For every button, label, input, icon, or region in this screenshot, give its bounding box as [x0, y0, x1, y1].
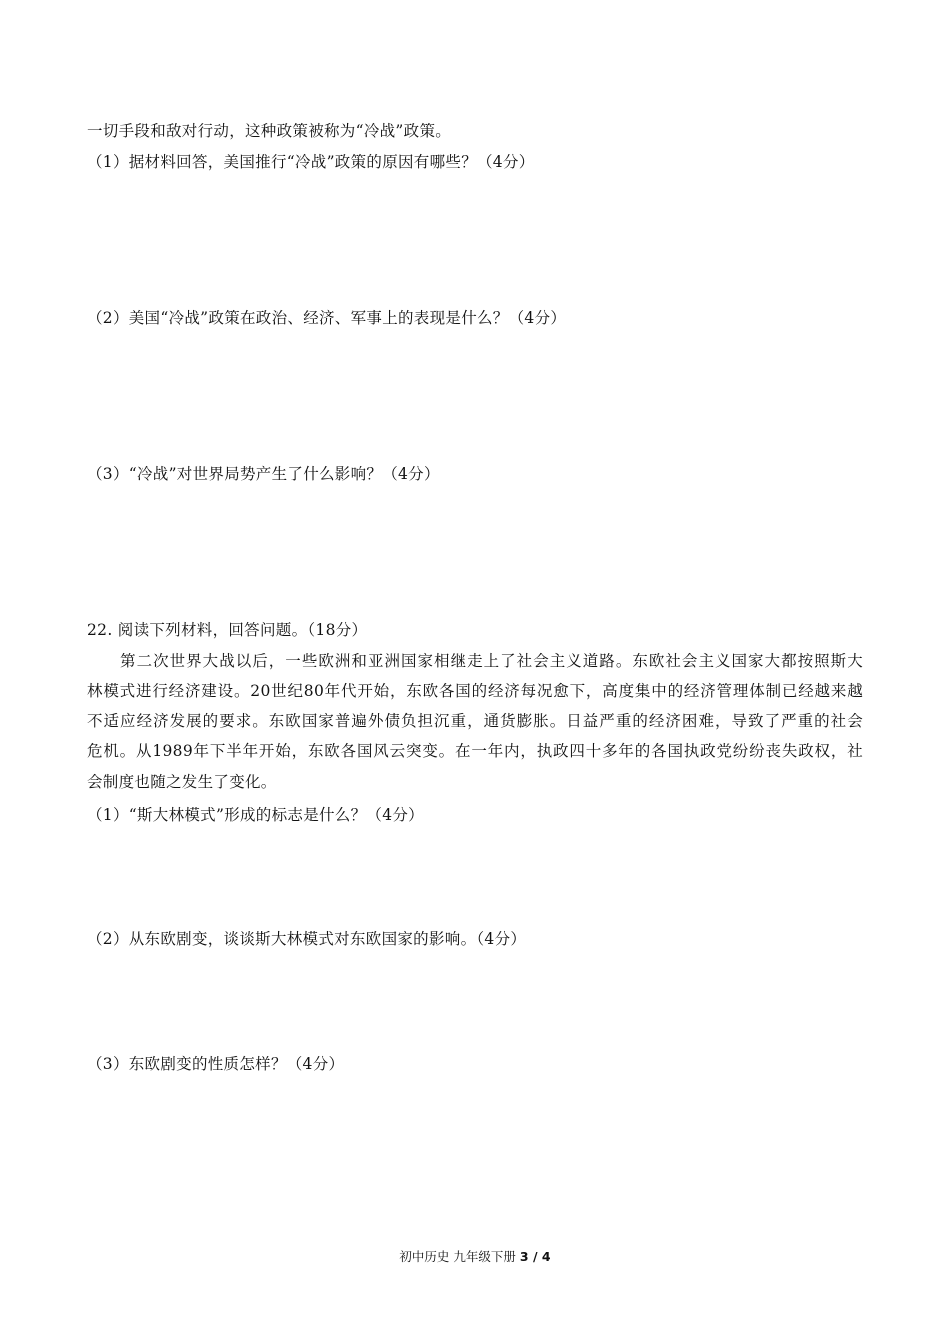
q22-subquestion-1: （1）“斯大林模式”形成的标志是什么？（4分） [87, 806, 424, 824]
q22-subquestion-3: （3）东欧剧变的性质怎样？（4分） [87, 1055, 345, 1073]
q22-material-line: 不适应经济发展的要求。东欧国家普遍外债负担沉重，通货膨胀。日益严重的经济困难，导致了严重的社会 [87, 712, 863, 730]
page-number: 3 / 4 [519, 1249, 551, 1264]
q22-material-line: 第二次世界大战以后，一些欧洲和亚洲国家相继走上了社会主义道路。东欧社会主义国家大都按照斯大 [87, 652, 863, 670]
q22-heading: 22. 阅读下列材料，回答问题。（18分） [87, 621, 368, 639]
q21-material-tail: 一切手段和敌对行动，这种政策被称为“冷战”政策。 [87, 122, 452, 140]
q22-material-line: 危机。从1989年下半年开始，东欧各国风云突变。在一年内，执政四十多年的各国执政党纷纷丧失政权，社 [87, 742, 863, 760]
q21-subquestion-3: （3）“冷战”对世界局势产生了什么影响？（4分） [87, 465, 440, 483]
q22-material-line: 会制度也随之发生了变化。 [87, 773, 277, 791]
q21-subquestion-1: （1）据材料回答，美国推行“冷战”政策的原因有哪些？（4分） [87, 153, 535, 171]
q22-material-line: 林模式进行经济建设。20世纪80年代开始，东欧各国的经济每况愈下，高度集中的经济管理体制已经越来越 [87, 682, 863, 700]
footer-label: 初中历史 九年级下册 [399, 1249, 516, 1264]
q22-subquestion-2: （2）从东欧剧变，谈谈斯大林模式对东欧国家的影响。（4分） [87, 930, 527, 948]
page-footer [0, 1249, 950, 1265]
q21-subquestion-2: （2）美国“冷战”政策在政治、经济、军事上的表现是什么？（4分） [87, 309, 567, 327]
